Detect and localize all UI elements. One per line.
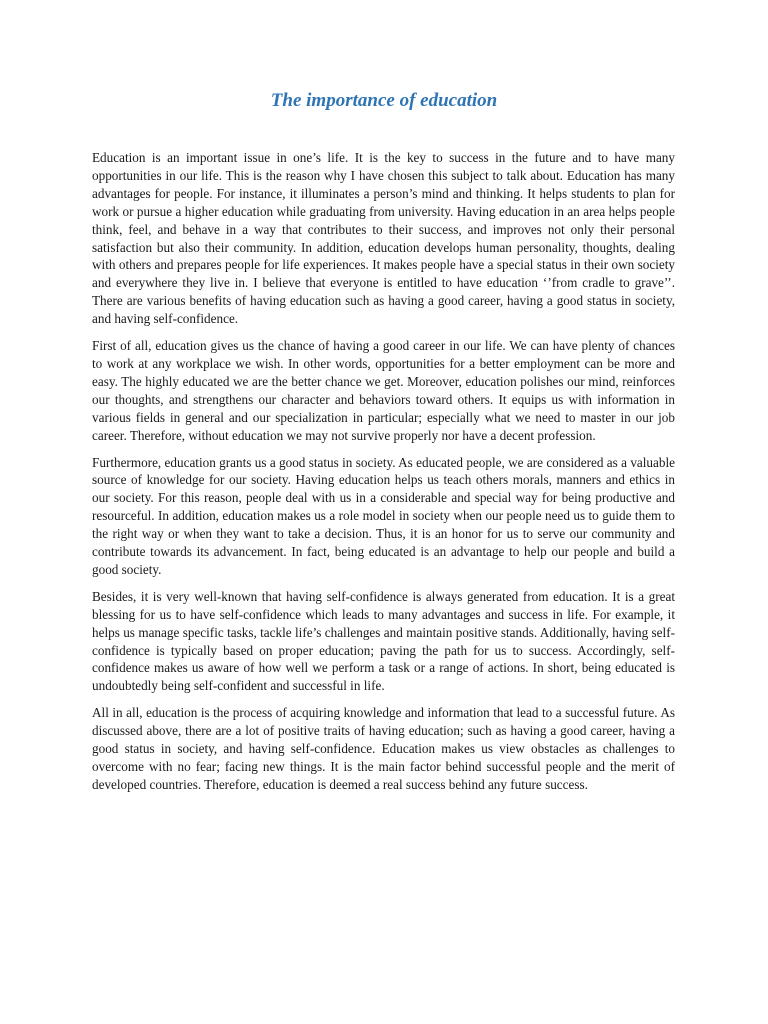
document-body [92,149,675,803]
document-title: The importance of education [270,90,498,111]
paragraph-good-career: First of all, education gives us the chance of having a good career in our life. We can have plenty of chances to work at any workplace we wish. In other words, opportunities for a better employment can be more and easy. The highly educated we are the better chance we get. Moreover, education polishes our mind, reinforces our thoughts, and strengthens our character and behaviors toward others. It equips us with information in various fields in general and our specialization in particular; especially what we need to master in our job career. Therefore, without education we may not survive properly nor have a decent profession. [92,338,675,443]
paragraph-introduction: Education is an important issue in one’s life. It is the key to success in the future and to have many opportunities in our life. This is the reason why I have chosen this subject to talk about. Education has many advantages for people. For instance, it illuminates a person’s mind and thinking. It helps students to plan for work or pursue a higher education while graduating from university. Having education in an area helps people think, feel, and behave in a way that contributes to their success, and improves not only their personal satisfaction but also their community. In addition, education develops human personality, thoughts, dealing with others and prepares people for life experiences. It makes people have a special status in their own society and everywhere they live in. I believe that everyone is entitled to have education ‘’from cradle to grave’’. There are various benefits of having education such as having a good career, having a good status in society, and having self-confidence. [92,150,675,327]
paragraph-conclusion: All in all, education is the process of acquiring knowledge and information that lead to a successful future. As discussed above, there are a lot of positive traits of having education; such as having a good career, having a good status in society, and having self-confidence. Education makes us view obstacles as challenges to overcome with no fear; facing new things. It is the main factor behind successful people and the merit of developed countries. Therefore, education is deemed a real success behind any future success. [92,705,675,792]
paragraph-self-confidence: Besides, it is very well-known that having self-confidence is always generated from education. It is a great blessing for us to have self-confidence which leads to many advantages and success in life. For example, it helps us manage specific tasks, tackle life’s challenges and maintain positive stands. Additionally, having self-confidence is typically based on proper education; paving the path for us to success. Accordingly, self-confidence makes us aware of how well we perform a task or a range of actions. In short, being educated is undoubtedly being self-confident and successful in life. [92,588,675,694]
paragraph-good-status: Furthermore, education grants us a good status in society. As educated people, we are considered as a valuable source of knowledge for our society. Having education helps us teach others morals, manners and ethics in our society. For this reason, people deal with us in a considerable and special way for being productive and resourceful. In addition, education makes us a role model in society when our people need us to guide them to the right way or when they want to take a decision. Thus, it is an honor for us to serve our community and contribute towards its advancement. In fact, being educated is an advantage to help our people and build a good society. [92,454,675,577]
